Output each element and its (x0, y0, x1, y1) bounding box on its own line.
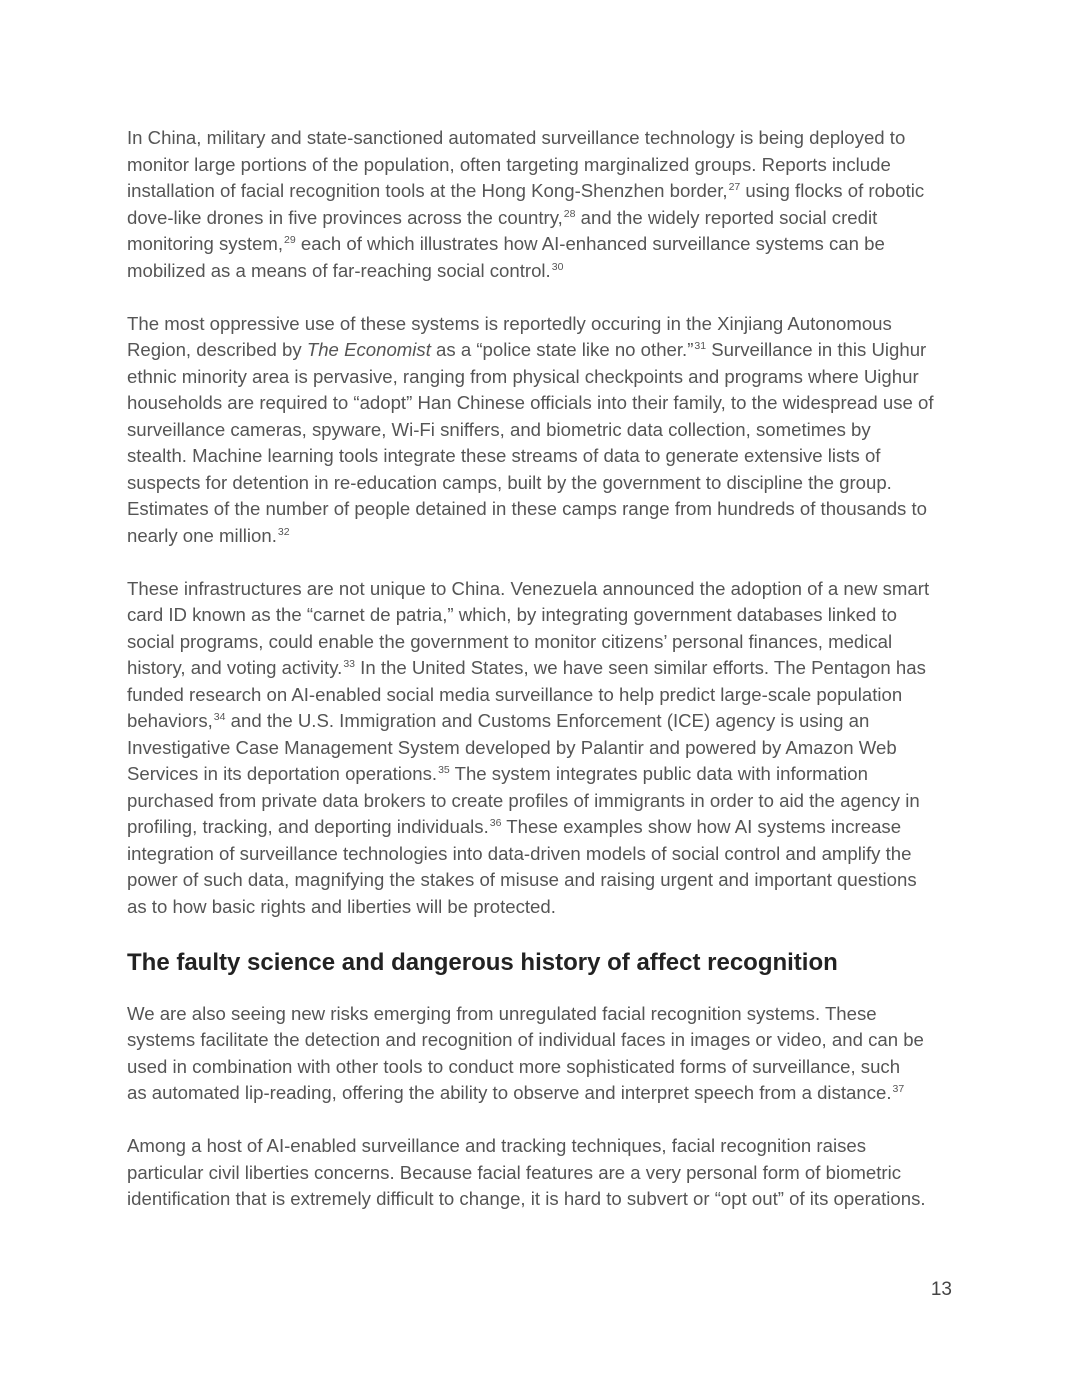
text-line (127, 152, 967, 179)
text-line (127, 735, 967, 762)
paragraph (127, 125, 967, 284)
paragraph (127, 311, 967, 550)
footnote-ref: 29 (284, 234, 296, 246)
text-line (127, 788, 967, 815)
footnote-ref: 27 (728, 181, 741, 193)
text-segment: Surveillance in this Uighur (706, 339, 927, 360)
text-segment: In China, military and state-sanctioned automated surveillance technology is being deployed to (127, 127, 906, 148)
text-line (127, 629, 967, 656)
text-line (127, 390, 967, 417)
text-segment: as automated lip-reading, offering the ability to observe and interpret speech from a distance. (127, 1082, 892, 1103)
text-line (127, 655, 967, 682)
text-line (127, 231, 967, 258)
text-segment: These examples show how AI systems increase (501, 816, 902, 837)
page-number: 13 (930, 1279, 952, 1300)
text-line (127, 258, 967, 285)
text-segment: ethnic minority area is pervasive, ranging from physical checkpoints and programs where Uighur (127, 365, 919, 387)
text-segment: profiling, tracking, and deporting individuals. (127, 816, 489, 837)
text-segment: funded research on AI-enabled social media surveillance to help predict large-scale population (127, 683, 903, 705)
text-line (127, 841, 967, 868)
text-segment: Region, described by (127, 339, 307, 360)
text-segment: installation of facial recognition tools at the Hong Kong-Shenzhen border, (127, 180, 728, 201)
text-segment: mobilized as a means of far-reaching social control. (127, 259, 551, 281)
text-segment: monitor large portions of the population, often targeting marginalized groups. Reports include (127, 153, 891, 175)
footnote-ref: 31 (694, 340, 707, 352)
text-line (127, 1160, 967, 1187)
document-body (127, 125, 967, 1239)
text-segment: households are required to “adopt” Han Chinese officials into their family, to the widespread use of (127, 392, 934, 413)
text-line (127, 1027, 967, 1054)
text-segment: monitoring system, (127, 233, 284, 254)
text-line (127, 894, 967, 921)
text-segment: used in combination with other tools to conduct more sophisticated forms of surveillance, such (127, 1055, 901, 1077)
text-segment: These infrastructures are not unique to China. Venezuela announced the adoption of a new smart (127, 577, 930, 599)
text-segment: purchased from private data brokers to create profiles of immigrants in order to aid the agency in (127, 789, 920, 811)
text-segment: In the United States, we have seen similar efforts. The Pentagon has (355, 657, 926, 678)
text-line (127, 1186, 967, 1213)
footnote-ref: 36 (489, 817, 502, 829)
paragraph (127, 576, 967, 921)
text-segment: stealth. Machine learning tools integrate these streams of data to generate extensive lists of (127, 445, 881, 466)
text-segment: power of such data, magnifying the stakes of misuse and raising urgent and important questions (127, 869, 917, 890)
text-segment: identification that is extremely difficult to change, it is hard to subvert or “opt out” of its operations. (127, 1188, 926, 1209)
text-segment: Estimates of the number of people detained in these camps range from hundreds of thousands to (127, 498, 928, 519)
text-segment: The most oppressive use of these systems is reportedly occuring in the Xinjiang Autonomous (127, 312, 892, 334)
text-segment: as to how basic rights and liberties will be protected. (127, 895, 556, 917)
footnote-ref: 28 (563, 207, 576, 220)
text-line (127, 470, 967, 497)
text-segment: systems facilitate the detection and recognition of individual faces in images or video, and can be (127, 1029, 924, 1050)
text-segment: integration of surveillance technologies into data-driven models of social control and amplify the (127, 842, 912, 864)
text-segment: dove-like drones in five provinces across the country, (127, 206, 563, 228)
text-segment: each of which illustrates how AI-enhanced surveillance systems can be (295, 233, 885, 254)
paragraph (127, 1001, 967, 1107)
text-line (127, 576, 967, 603)
text-line (127, 708, 967, 735)
text-line (127, 417, 967, 444)
text-line (127, 443, 967, 470)
text-segment: Among a host of AI-enabled surveillance and tracking techniques, facial recognition raises (127, 1135, 867, 1156)
text-line (127, 178, 967, 205)
text-segment: nearly one million. (127, 524, 277, 546)
footnote-ref: 32 (277, 525, 290, 538)
text-segment: surveillance cameras, spyware, Wi-Fi sniffers, and biometric data collection, sometimes by (127, 418, 871, 440)
text-line (127, 867, 967, 894)
text-line (127, 496, 967, 523)
text-line (127, 523, 967, 550)
text-segment: The system integrates public data with information (449, 763, 868, 784)
paragraph (127, 1133, 967, 1213)
text-line (127, 1054, 967, 1081)
publication-title: The Economist (306, 339, 431, 360)
text-line (127, 205, 967, 232)
text-segment: behaviors, (127, 710, 213, 731)
text-segment: We are also seeing new risks emerging from unregulated facial recognition systems. These (127, 1002, 877, 1024)
text-segment: and the U.S. Immigration and Customs Enforcement (ICE) agency is using an (225, 710, 870, 731)
text-line (127, 682, 967, 709)
text-line (127, 814, 967, 841)
text-line (127, 337, 967, 364)
text-segment: as a “police state like no other.” (430, 339, 694, 360)
text-segment: and the widely reported social credit (575, 206, 878, 228)
text-segment: card ID known as the “carnet de patria,” which, by integrating government databases linked to (127, 604, 897, 625)
footnote-ref: 34 (213, 711, 226, 723)
footnote-ref: 37 (892, 1083, 905, 1095)
text-line (127, 602, 967, 629)
text-segment: social programs, could enable the government to monitor citizens’ personal finances, medical (127, 630, 893, 652)
text-line (127, 311, 967, 338)
text-segment: particular civil liberties concerns. Because facial features are a very personal form of biometric (127, 1161, 902, 1183)
text-line (127, 761, 967, 788)
text-segment: Services in its deportation operations. (127, 763, 438, 784)
text-segment: suspects for detention in re-education camps, built by the government to discipline the group. (127, 471, 892, 493)
text-segment: Investigative Case Management System developed by Palantir and powered by Amazon Web (127, 736, 897, 758)
text-line (127, 364, 967, 391)
footnote-ref: 30 (551, 260, 564, 273)
section-heading: The faulty science and dangerous history of affect recognition (127, 948, 838, 976)
text-line (127, 1133, 967, 1160)
text-line (127, 1001, 967, 1028)
text-segment: history, and voting activity. (127, 657, 343, 678)
footnote-ref: 33 (343, 658, 355, 670)
footnote-ref: 35 (438, 764, 450, 776)
text-line (127, 1080, 967, 1107)
text-segment: using flocks of robotic (740, 180, 925, 201)
text-line (127, 125, 967, 152)
